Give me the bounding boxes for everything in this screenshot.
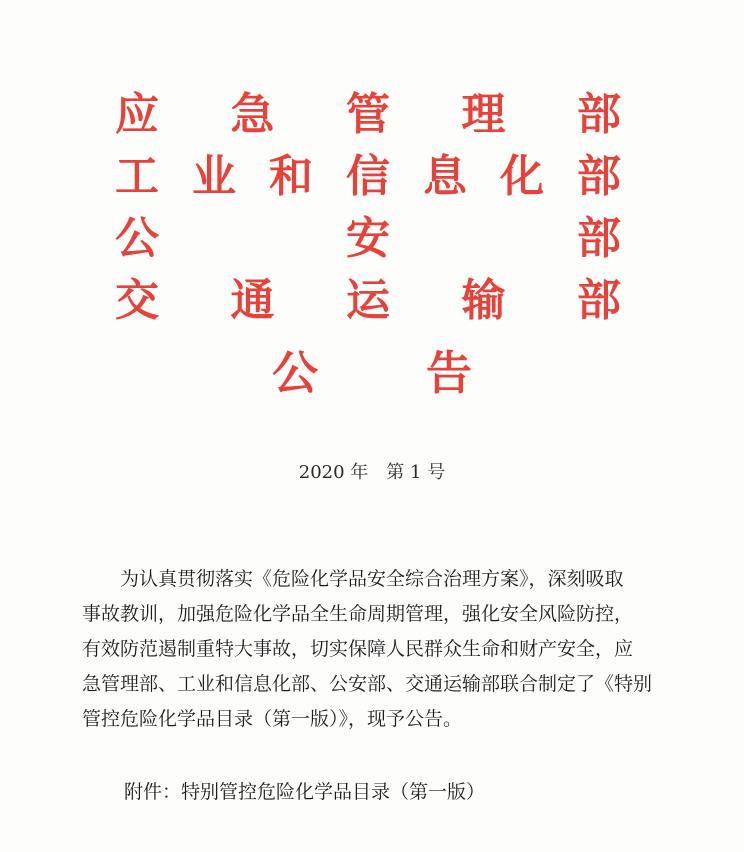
- issuer-char: 息: [423, 151, 467, 202]
- issuer-char: 和: [269, 151, 313, 202]
- issuer-char: 化: [500, 151, 544, 202]
- issuer-char: 信: [346, 151, 390, 202]
- issuer-char: 管: [346, 89, 390, 140]
- issuer-char: 运: [346, 275, 390, 326]
- issuer-char: 公: [115, 213, 159, 264]
- issuer-char: 部: [577, 213, 621, 264]
- issuer-char: 业: [192, 151, 236, 202]
- issuer-char: 通: [230, 275, 275, 326]
- issuer-char: 安: [346, 213, 390, 264]
- notice-body: [82, 562, 668, 737]
- issuer-char: 应: [115, 89, 159, 140]
- issuer-row: [112, 84, 624, 146]
- body-line: 管控危险化学品目录（第一版）》，现予公告。: [82, 708, 463, 730]
- body-line: 为认真贯彻落实《危险化学品安全综合治理方案》，深刻吸取: [82, 568, 624, 590]
- issuer-char: 工: [115, 151, 159, 202]
- notice-title-char: 公: [272, 346, 318, 400]
- issuer-char: 部: [577, 151, 621, 202]
- body-line: 急管理部、工业和信息化部、公安部、交通运输部联合制定了《特别: [82, 673, 653, 695]
- body-line: 有效防范遏制重特大事故，切实保障人民群众生命和财产安全，应: [82, 638, 634, 660]
- issuer-char: 部: [577, 275, 621, 326]
- issuer-char: 输: [461, 275, 506, 326]
- issuer-row: [112, 208, 624, 270]
- notice-title-char: 告: [426, 346, 472, 400]
- issuer-char: 部: [577, 89, 621, 140]
- notice-title: [272, 346, 472, 400]
- issuer-char: 急: [230, 89, 275, 140]
- issuer-row: [112, 146, 624, 208]
- issuing-authorities: [112, 84, 624, 332]
- body-line: 事故教训，加强危险化学品全生命周期管理，强化安全风险防控，: [82, 603, 634, 625]
- issuer-char: 交: [115, 275, 159, 326]
- issuer-row: [112, 270, 624, 332]
- issuer-char: 理: [461, 89, 506, 140]
- attachment-line: 附件：特别管控危险化学品目录（第一版）: [124, 781, 486, 803]
- document-number: 2020 年 第 1 号: [298, 462, 446, 483]
